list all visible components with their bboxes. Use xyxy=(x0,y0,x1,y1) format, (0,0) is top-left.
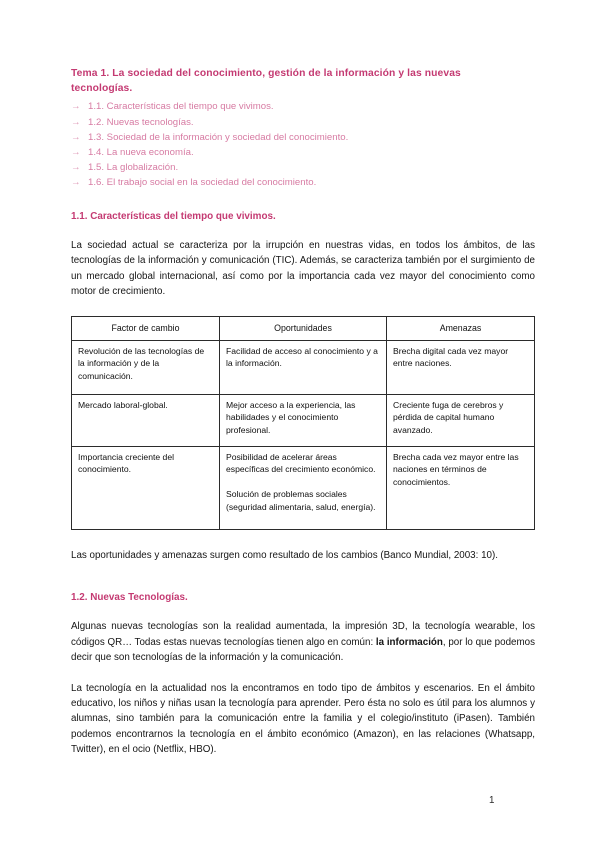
spacer xyxy=(71,605,535,619)
paragraph-text-pre: Algunas nuevas tecnologías son la realidad aumentada, la impresión 3D, la tecnología wearable, los códigos QR… Todas estas nuevas tecnologías tienen algo en común: xyxy=(71,621,535,648)
toc-item-label: 1.1. Características del tiempo que vivimos. xyxy=(88,101,274,113)
table-of-contents xyxy=(71,99,535,190)
toc-item-label: 1.3. Sociedad de la información y sociedad del conocimiento. xyxy=(88,131,349,143)
spacer xyxy=(71,300,535,316)
section-1-1-closing-paragraph: Las oportunidades y amenazas surgen como resultado de los cambios (Banco Mundial, 2003: 10). xyxy=(71,550,498,561)
table-row xyxy=(72,447,535,530)
table-row xyxy=(72,395,535,447)
toc-item-1-3[interactable] xyxy=(71,130,535,145)
toc-item-label: 1.6. El trabajo social en la sociedad del conocimiento. xyxy=(88,176,317,188)
paragraph-text-post: , por lo que podemos decir que son tecnologías de la información y la comunicación. xyxy=(71,636,535,664)
spacer xyxy=(71,530,535,548)
table-header-factor: Factor de cambio xyxy=(72,316,220,340)
section-1-2-paragraph-2: La tecnología en la actualidad nos la encontramos en todo tipo de ámbitos y escenarios. En el ámbito educativo, los niños y niñas usan la tecnología para aprender. Pero ésta no solo es útil para los alumnos y alumnas, sino también para la comunicación entre la familia y el colegio/instituto (iPasen). También podemos encontrarnos la tecnología en el ámbito económico (Amazon), en las relaciones (Whatsapp, Twitter), en el ocio (Netflix, HBO). xyxy=(71,682,535,756)
section-heading-1-2: 1.2. Nuevas Tecnologías. xyxy=(71,592,188,604)
table-header-opportunities: Oportunidades xyxy=(220,316,387,340)
right-arrow-bullet-icon: → xyxy=(71,131,81,143)
document-content xyxy=(71,66,535,758)
toc-item-label: 1.5. La globalización. xyxy=(88,161,179,173)
table-cell-opportunities xyxy=(220,395,387,447)
spacer xyxy=(71,666,535,681)
table-cell-threats: Creciente fuga de cerebros y pérdida de capital humano avanzado. xyxy=(387,395,535,447)
factors-opportunities-threats-table xyxy=(71,316,535,530)
toc-item-1-6[interactable] xyxy=(71,175,535,190)
toc-item-1-5[interactable] xyxy=(71,160,535,175)
table-cell-opportunities xyxy=(220,341,387,395)
document-title xyxy=(71,66,535,96)
toc-item-label: 1.2. Nuevas tecnologías. xyxy=(88,116,194,128)
table-cell-threats: Brecha digital cada vez mayor entre naciones. xyxy=(387,341,535,395)
table-cell-text: Facilidad de acceso al conocimiento y a la información. xyxy=(226,346,378,369)
table-row xyxy=(72,341,535,395)
section-1-1-paragraph: La sociedad actual se caracteriza por la irrupción en nuestras vidas, en todos los ámbitos, de las tecnologías de la información y comunicación (TIC). Además, se caracteriza también por el surgimiento de un mercado global internacional, así como por la importancia cada vez mayor del conocimiento como motor de crecimiento. xyxy=(71,239,535,298)
document-title-line-2: tecnologías. xyxy=(71,83,133,95)
right-arrow-bullet-icon: → xyxy=(71,101,81,113)
toc-item-1-1[interactable] xyxy=(71,99,535,114)
table-header-row xyxy=(72,316,535,340)
right-arrow-bullet-icon: → xyxy=(71,176,81,188)
table-cell-factor: Importancia creciente del conocimiento. xyxy=(72,447,220,530)
spacer xyxy=(71,563,535,591)
toc-item-label: 1.4. La nueva economía. xyxy=(88,146,194,158)
table-cell-factor: Mercado laboral-global. xyxy=(72,395,220,447)
section-heading-1-1: 1.1. Características del tiempo que vivimos. xyxy=(71,210,276,222)
toc-item-1-2[interactable] xyxy=(71,115,535,130)
toc-item-1-4[interactable] xyxy=(71,145,535,160)
right-arrow-bullet-icon: → xyxy=(71,146,81,158)
table-header-threats: Amenazas xyxy=(387,316,535,340)
page-number: 1 xyxy=(489,795,495,806)
table-cell-text: Mejor acceso a la experiencia, las habilidades y el conocimiento profesional. xyxy=(226,400,356,435)
table-cell-text: Solución de problemas sociales (seguridad alimentaria, salud, energía). xyxy=(226,489,376,512)
table-cell-factor: Revolución de las tecnologías de la información y de la comunicación. xyxy=(72,341,220,395)
paragraph-text-emphasis: la información xyxy=(375,636,443,648)
table-cell-text: Posibilidad de acelerar áreas específicas del crecimiento económico. xyxy=(226,452,376,475)
right-arrow-bullet-icon: → xyxy=(71,161,81,173)
table-cell-opportunities xyxy=(220,447,387,530)
table-cell-threats: Brecha cada vez mayor entre las naciones en términos de conocimientos. xyxy=(387,447,535,530)
right-arrow-bullet-icon: → xyxy=(71,116,81,128)
document-title-line-1: Tema 1. La sociedad del conocimiento, gestión de la información y las nuevas xyxy=(71,68,461,79)
spacer xyxy=(71,224,535,238)
spacer xyxy=(71,190,535,210)
section-1-2-paragraph-1 xyxy=(71,619,535,665)
